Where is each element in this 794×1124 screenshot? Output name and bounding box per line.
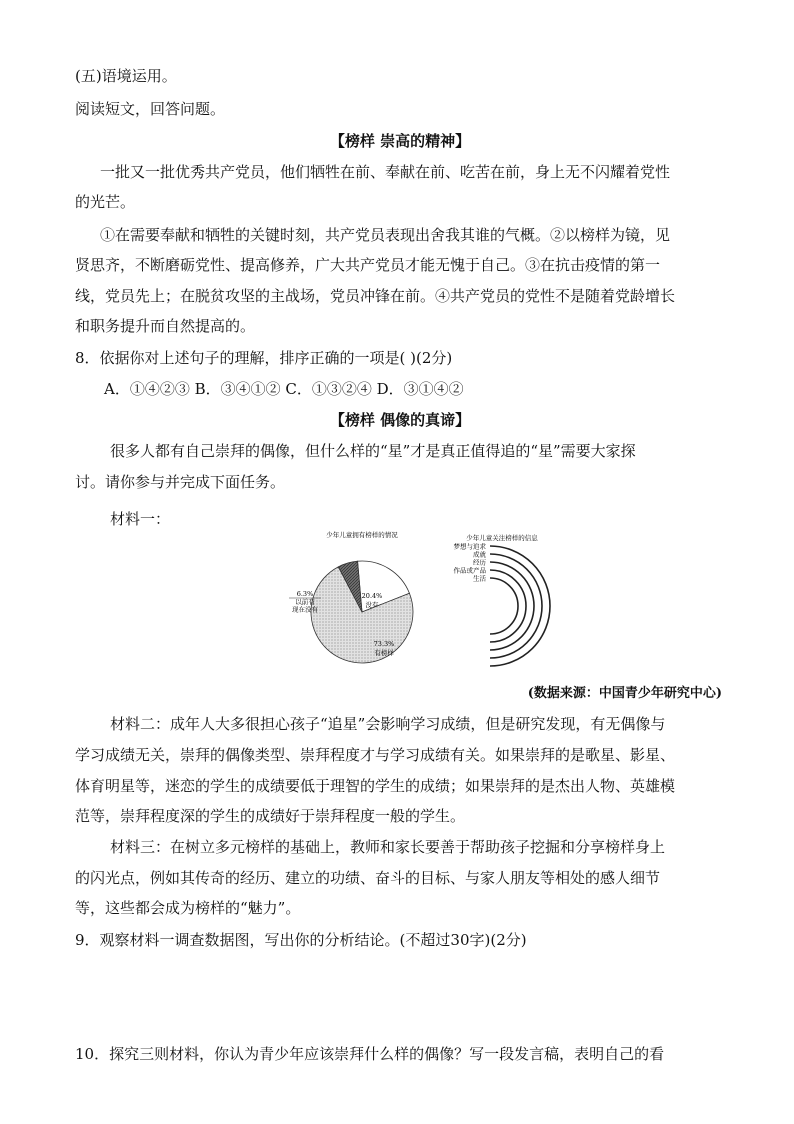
ring-label-4: 生活 xyxy=(473,574,486,583)
question-8-options: A．①④②③ B．③④①② C．①③②④ D．③①④② xyxy=(104,380,464,398)
part1-para2-line4: 和职务提升而自然提高的。 xyxy=(75,317,256,335)
pie-value-label-2: 6.3% xyxy=(296,590,314,598)
part1-para1-line2: 的光芒。 xyxy=(75,193,136,211)
question-8: 8．依据你对上述句子的理解，排序正确的一项是( )(2分) xyxy=(75,349,453,367)
part2-title: 【榜样 偶像的真谛】 xyxy=(329,411,471,429)
ring-chart-title: 少年儿童关注榜样的信息 xyxy=(466,534,538,542)
pie-category-label-0: 没有 xyxy=(365,601,379,609)
material3-line1: 材料三：在树立多元榜样的基础上，教师和家长要善于帮助孩子挖掘和分享榜样身上 xyxy=(110,838,666,856)
material1-charts xyxy=(280,528,580,676)
part1-para2-line2: 贤思齐，不断磨砺党性、提高修养，广大共产党员才能无愧于自己。③在抗击疫情的第一 xyxy=(75,256,661,274)
section-heading: (五)语境运用。 xyxy=(75,67,177,85)
part1-para1-line1: 一批又一批优秀共产党员，他们牺牲在前、奉献在前、吃苦在前，身上无不闪耀着党性 xyxy=(100,163,671,181)
pie-chart xyxy=(289,561,413,663)
material3-line2: 的闪光点，例如其传奇的经历、建立的功绩、奋斗的目标、与家人朋友等相处的感人细节 xyxy=(75,869,661,887)
pie-value-label-1: 73.3% xyxy=(373,640,395,648)
material2-line2: 学习成绩无关，崇拜的偶像类型、崇拜程度才与学习成绩有关。如果崇拜的是歌星、影星、 xyxy=(75,746,676,764)
ring-label-3: 作品或产品 xyxy=(453,566,486,575)
material1-label: 材料一： xyxy=(110,510,171,528)
part1-para2-line3: 线，党员先上；在脱贫攻坚的主战场，党员冲锋在前。④共产党员的党性不是随着党龄增长 xyxy=(75,287,676,305)
part2-intro-line2: 讨。请你参与并完成下面任务。 xyxy=(75,473,286,491)
material3-line3: 等，这些都会成为榜样的“魅力”。 xyxy=(75,899,301,917)
material2-line3: 体育明星等，迷恋的学生的成绩要低于理智的学生的成绩；如果崇拜的是杰出人物、英雄模 xyxy=(75,777,676,795)
part2-intro-line1: 很多人都有自己崇拜的偶像，但什么样的“星”才是真正值得追的“星”需要大家探 xyxy=(110,442,636,460)
pie-value-label-0: 20.4% xyxy=(361,592,383,600)
ring-label-0: 梦想与追求 xyxy=(453,542,486,551)
ring-arc-2 xyxy=(490,562,534,650)
ring-label-2: 经历 xyxy=(473,558,486,567)
pie-category-label-2-1: 现在没有 xyxy=(292,605,318,614)
part1-title: 【榜样 崇高的精神】 xyxy=(329,132,471,150)
ring-label-1: 成就 xyxy=(473,550,486,559)
question-10: 10．探究三则材料，你认为青少年应该崇拜什么样的偶像？写一段发言稿，表明自己的看 xyxy=(75,1045,665,1063)
material2-line4: 范等，崇拜程度深的学生的成绩好于崇拜程度一般的学生。 xyxy=(75,807,466,825)
part1-para2-line1: ①在需要奉献和牺牲的关键时刻，共产党员表现出舍我其谁的气概。②以榜样为镜，见 xyxy=(100,226,671,244)
pie-category-label-1: 有榜样 xyxy=(374,649,394,657)
ring-chart xyxy=(454,542,551,667)
question-9: 9．观察材料一调查数据图，写出你的分析结论。(不超过30字)(2分) xyxy=(75,931,527,949)
pie-chart-title: 少年儿童拥有榜样的情况 xyxy=(326,531,398,539)
pie-category-label-2-0: 以前有 xyxy=(295,598,315,606)
ring-arc-4 xyxy=(490,578,518,634)
material2-line1: 材料二：成年人大多很担心孩子“追星”会影响学习成绩，但是研究发现，有无偶像与 xyxy=(110,715,666,733)
data-source: (数据来源：中国青少年研究中心) xyxy=(527,686,722,701)
ring-arc-3 xyxy=(490,570,526,642)
section-instruction: 阅读短文，回答问题。 xyxy=(75,100,226,118)
